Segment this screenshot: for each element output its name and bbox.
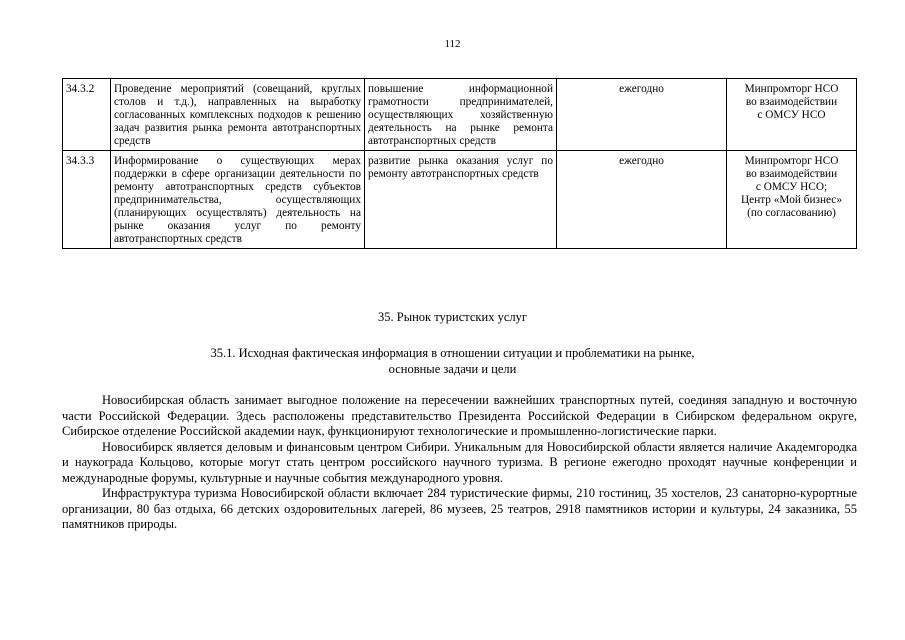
period-cell: ежегодно: [557, 79, 727, 151]
subsection-title-line: 35.1. Исходная фактическая информация в отношении ситуации и проблематики на рынке,: [210, 346, 695, 360]
paragraph: Инфраструктура туризма Новосибирской области включает 284 туристические фирмы, 210 гостиниц, 35 хостелов, 23 санаторно-курортные организации, 80 баз отдыха, 66 детских оздоровительных лагерей, 86 музеев, 25 театров, 2918 памятников истории и культуры, 24 заказника, 55 памятников природы.: [62, 486, 857, 531]
table-row: [63, 79, 857, 151]
executor-line: Минпромторг НСО: [744, 155, 839, 167]
action-cell: Информирование о существующих мерах поддержки в сфере организации деятельности по ремонту автотранспортных средств субъектов предпринимательства, осуществляющих (планирующих осуществлять) деятельность на рынке оказания услуг по ремонту автотранспортных средств: [111, 151, 365, 249]
subsection-title: [100, 345, 805, 377]
table-row: [63, 151, 857, 249]
executor-cell: [727, 151, 857, 249]
row-number: 34.3.2: [63, 79, 111, 151]
executor-cell: [727, 79, 857, 151]
subsection-title-line: основные задачи и цели: [388, 362, 517, 376]
paragraph: Новосибирск является деловым и финансовым центром Сибири. Уникальным для Новосибирской области является наличие Академгородка и наукограда Кольцово, которые могут стать центром российского научного туризма. В регионе ежегодно проходят научные конференции и международные форумы, культурные и научные события международного уровня.: [62, 439, 857, 485]
row-number: 34.3.3: [63, 151, 111, 249]
executor-line: с ОМСУ НСО: [757, 109, 826, 121]
period-cell: ежегодно: [557, 151, 727, 249]
result-cell: повышение информационной грамотности предпринимателей, осуществляющих хозяйственную деятельность на рынке ремонта автотранспортных средств: [365, 79, 557, 151]
executor-line: (по согласованию): [747, 207, 836, 219]
executor-line: во взаимодействии: [745, 168, 838, 180]
result-cell: развитие рынка оказания услуг по ремонту автотранспортных средств: [365, 151, 557, 249]
action-cell: Проведение мероприятий (совещаний, круглых столов и т.д.), направленных на выработку согласованных комплексных подходов к решению задач развития рынка ремонта автотранспортных средств: [111, 79, 365, 151]
measures-table: [62, 78, 857, 249]
section-title: 35. Рынок туристских услуг: [378, 310, 527, 324]
paragraph: Новосибирская область занимает выгодное положение на пересечении важнейших транспортных путей, соединяя западную и восточную части Российской Федерации. Здесь расположены представительство Президента Российской Федерации в Сибирском федеральном округе, Сибирское отделение Российской академии наук, функционируют технологические и промышленно-логистические парки.: [62, 393, 857, 438]
executor-line: Минпромторг НСО: [744, 83, 839, 95]
executor-line: с ОМСУ НСО;: [755, 181, 828, 193]
body-text: [62, 393, 857, 533]
executor-line: Центр «Мой бизнес»: [741, 194, 842, 206]
page-number: 112: [444, 38, 461, 50]
executor-line: во взаимодействии: [745, 96, 838, 108]
